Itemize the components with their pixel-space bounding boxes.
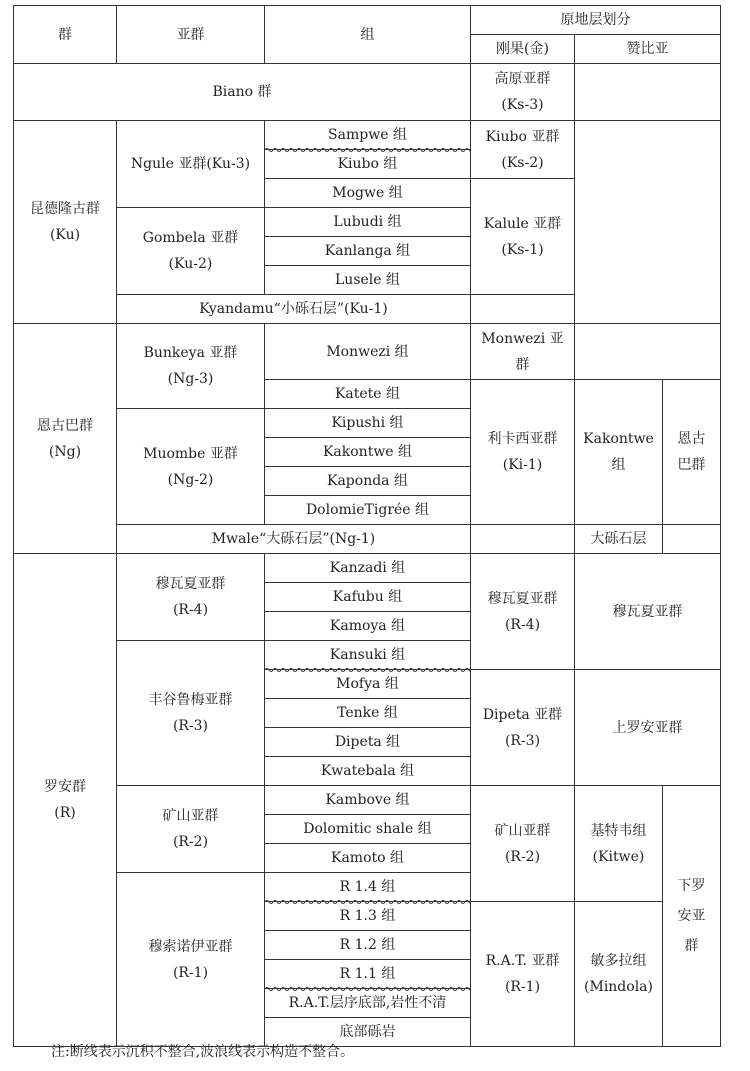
congo-rat-subgroup	[471, 902, 575, 1047]
subgroup-bunkeya-line2: (Ng-3)	[167, 371, 214, 387]
header-subgroup: 亚群	[117, 6, 265, 64]
congo-kiubo-subgroup	[471, 121, 575, 179]
congo-kiubo-line1: Kiubo 亚群	[485, 128, 560, 145]
zambia-kakontwe-line1: Kakontwe	[583, 431, 654, 447]
formation-mogwe: Mogwe 组	[265, 179, 471, 208]
formation-sampwe: Sampwe 组	[265, 121, 471, 150]
group-nguba-line1: 恩古巴群	[37, 417, 93, 434]
zambia-kakontwe-formation	[575, 380, 663, 525]
zambia-kakontwe-line2: 组	[611, 457, 626, 473]
subgroup-musonoi	[117, 873, 265, 1047]
subgroup-musonoi-line1: 穆索诺伊亚群	[148, 938, 233, 955]
congo-plateau-line1: 高原亚群	[494, 71, 551, 87]
zambia-mindola-formation	[575, 902, 663, 1047]
subgroup-gombela	[117, 208, 265, 295]
congo-kiubo-line2: (Ks-2)	[501, 154, 544, 171]
formation-kwatebala: Kwatebala 组	[265, 757, 471, 786]
congo-mwashya-line1: 穆瓦夏亚群	[487, 590, 558, 607]
kyandamu-conglomerate: Kyandamu“小砾石层”(Ku-1)	[117, 295, 471, 324]
congo-rat-line2: (R-1)	[504, 979, 541, 995]
formation-kansuki: Kansuki 组	[265, 641, 471, 670]
subgroup-mwashya-line2: (R-4)	[172, 602, 209, 618]
congo-ku1-empty	[471, 295, 575, 324]
zambia-mindola-line1: 敏多拉组	[590, 953, 647, 969]
header-group: 群	[14, 6, 117, 64]
rat-sequence-base: R.A.T.层序底部,岩性不清	[265, 989, 471, 1018]
subgroup-muombe-line2: (Ng-2)	[167, 471, 214, 488]
subgroup-mwashya-line1: 穆瓦夏亚群	[155, 576, 226, 592]
formation-kipushi: Kipushi 组	[265, 409, 471, 438]
zambia-mwashya-subgroup: 穆瓦夏亚群	[575, 554, 721, 670]
formation-kamoya: Kamoya 组	[265, 612, 471, 641]
zambia-nguba-group	[663, 380, 721, 525]
group-kundelungu-line1: 昆德隆古群	[30, 201, 100, 217]
zambia-nguba-line2: 巴群	[677, 457, 706, 473]
congo-likasi-subgroup	[471, 380, 575, 525]
congo-mwashya-subgroup	[471, 554, 575, 670]
group-kundelungu	[14, 121, 117, 324]
formation-r1-2: R 1.2 组	[265, 931, 471, 960]
zambia-mindola-line2: (Mindola)	[584, 979, 653, 995]
formation-kiubo: Kiubo 组	[265, 150, 471, 179]
formation-r1-3: R 1.3 组	[265, 902, 471, 931]
subgroup-mwashya	[117, 554, 265, 641]
zambia-lower-roan-line2: 安亚	[677, 908, 706, 924]
congo-monwezi-line1: Monwezi 亚	[481, 330, 564, 347]
zambia-lower-roan-line1: 下罗	[677, 878, 706, 894]
zambia-kundelungu-empty	[575, 121, 721, 324]
subgroup-gombela-line1: Gombela 亚群	[142, 230, 239, 246]
subgroup-fenggu-line2: (R-3)	[172, 718, 209, 734]
formation-kambove: Kambove 组	[265, 786, 471, 815]
basal-conglomerate: 底部砾岩	[265, 1018, 471, 1047]
congo-dipeta-line1: Dipeta 亚群	[482, 706, 563, 723]
zambia-kitwe-line2: (Kitwe)	[592, 848, 645, 865]
header-zambia: 赞比亚	[575, 35, 721, 64]
formation-kamoto: Kamoto 组	[265, 844, 471, 873]
group-roan	[14, 554, 117, 1047]
subgroup-mine-line1: 矿山亚群	[162, 808, 219, 824]
header-original-division: 原地层划分	[471, 6, 721, 35]
formation-kaponda: Kaponda 组	[265, 467, 471, 496]
formation-dipeta: Dipeta 组	[265, 728, 471, 757]
subgroup-musonoi-line2: (R-1)	[172, 964, 209, 981]
subgroup-bunkeya-line1: Bunkeya 亚群	[143, 345, 238, 361]
zambia-upper-roan-subgroup: 上罗安亚群	[575, 670, 721, 786]
formation-kanzadi: Kanzadi 组	[265, 554, 471, 583]
formation-monwezi: Monwezi 组	[265, 324, 471, 380]
congo-plateau-line2: (Ks-3)	[501, 97, 544, 113]
congo-monwezi-line2: 群	[515, 356, 530, 373]
group-nguba	[14, 324, 117, 554]
congo-mine-line1: 矿山亚群	[494, 822, 551, 839]
subgroup-mine	[117, 786, 265, 873]
zambia-ng1-empty	[663, 525, 721, 554]
formation-r1-1: R 1.1 组	[265, 960, 471, 989]
congo-monwezi-subgroup	[471, 324, 575, 380]
formation-mofya: Mofya 组	[265, 670, 471, 699]
subgroup-gombela-line2: (Ku-2)	[168, 256, 213, 272]
congo-kalule-line1: Kalule 亚群	[483, 215, 562, 232]
zambia-nguba-line1: 恩古	[677, 431, 706, 447]
subgroup-muombe	[117, 409, 265, 525]
formation-dolomitic-shale: Dolomitic shale 组	[265, 815, 471, 844]
header-congo: 刚果(金)	[471, 35, 575, 64]
subgroup-ngule: Ngule 亚群(Ku-3)	[117, 121, 265, 208]
group-kundelungu-line2: (Ku)	[49, 227, 81, 243]
formation-kafubu: Kafubu 组	[265, 583, 471, 612]
subgroup-fenggu-line1: 丰谷鲁梅亚群	[148, 692, 233, 708]
zambia-monwezi-empty	[575, 324, 721, 380]
formation-dolomie-tigree: DolomieTigrée 组	[265, 496, 471, 525]
subgroup-fenggu	[117, 641, 265, 786]
congo-mine-line2: (R-2)	[504, 848, 541, 865]
zambia-kitwe-formation	[575, 786, 663, 902]
group-roan-line2: (R)	[54, 805, 76, 821]
header-formation: 组	[265, 6, 471, 64]
zambia-lower-roan-subgroup	[663, 786, 721, 1047]
formation-tenke: Tenke 组	[265, 699, 471, 728]
subgroup-muombe-line1: Muombe 亚群	[143, 445, 238, 462]
congo-rat-line1: R.A.T. 亚群	[485, 953, 560, 969]
zambia-kitwe-line1: 基特韦组	[590, 822, 647, 839]
congo-plateau-subgroup	[471, 64, 575, 121]
congo-likasi-line2: (Ki-1)	[502, 457, 543, 473]
zambia-lower-roan-line3: 群	[684, 938, 699, 954]
congo-dipeta-subgroup	[471, 670, 575, 786]
congo-mwashya-line2: (R-4)	[504, 616, 541, 633]
formation-kanlanga: Kanlanga 组	[265, 237, 471, 266]
formation-lubudi: Lubudi 组	[265, 208, 471, 237]
zambia-big-conglomerate: 大砾石层	[575, 525, 663, 554]
zambia-biano-empty	[575, 64, 721, 121]
stratigraphy-table	[13, 5, 721, 1047]
formation-kakontwe: Kakontwe 组	[265, 438, 471, 467]
congo-mine-subgroup	[471, 786, 575, 902]
congo-dipeta-line2: (R-3)	[504, 732, 541, 749]
formation-katete: Katete 组	[265, 380, 471, 409]
congo-kalule-line2: (Ks-1)	[501, 241, 544, 258]
formation-r1-4: R 1.4 组	[265, 873, 471, 902]
table-footnote: 注:断线表示沉积不整合,波浪线表示构造不整合。	[51, 1044, 355, 1060]
biano-group: Biano 群	[14, 64, 471, 121]
group-roan-line1: 罗安群	[44, 779, 86, 795]
mwale-conglomerate: Mwale“大砾石层”(Ng-1)	[117, 525, 471, 554]
congo-ng1-empty	[471, 525, 575, 554]
group-nguba-line2: (Ng)	[48, 443, 82, 460]
subgroup-mine-line2: (R-2)	[172, 834, 209, 850]
congo-kalule-subgroup	[471, 179, 575, 295]
formation-lusele: Lusele 组	[265, 266, 471, 295]
congo-likasi-line1: 利卡西亚群	[487, 431, 558, 447]
subgroup-bunkeya	[117, 324, 265, 409]
